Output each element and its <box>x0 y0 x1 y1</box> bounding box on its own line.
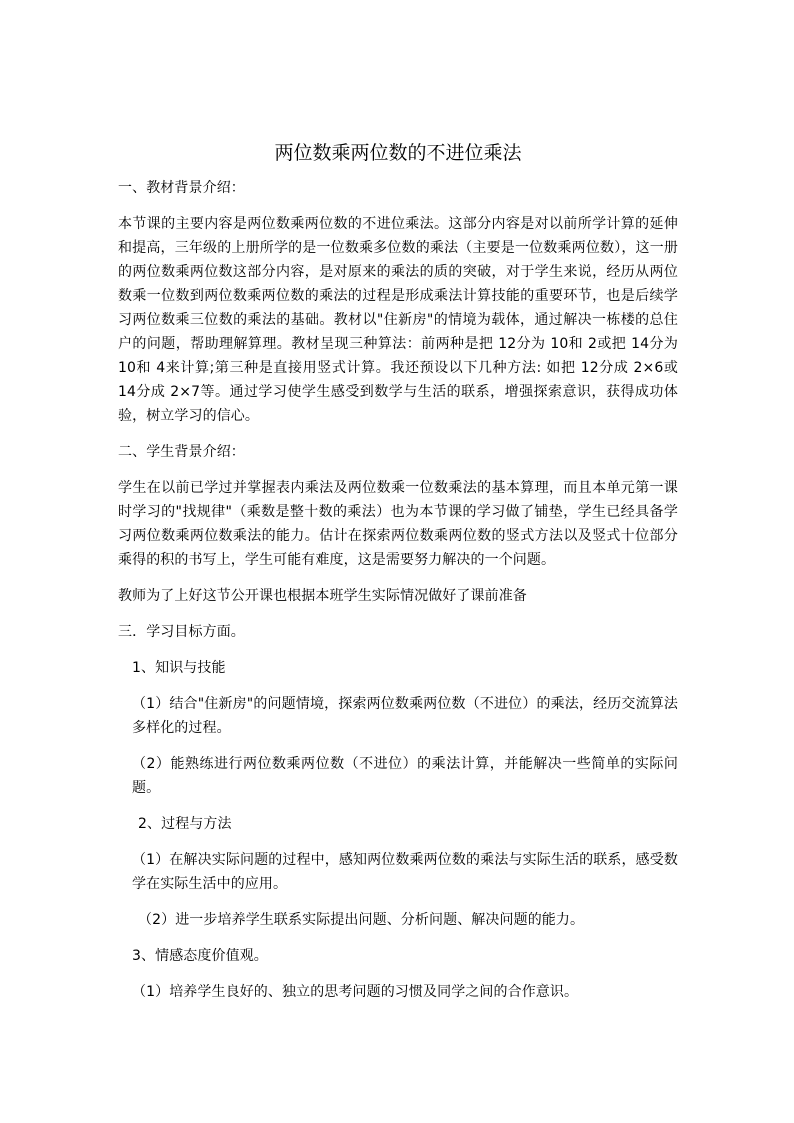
paragraph-textbook-background: 本节课的主要内容是两位数乘两位数的不进位乘法。这部分内容是对以前所学计算的延伸和提高，三年级的上册所学的是一位数乘多位数的乘法（主要是一位数乘两位数），这一册的两位数乘两位数这部分内容，是对原来的乘法的质的突破，对于学生来说，经历从两位数乘一位数到两位数乘两位数的乘法的过程是形成乘法计算技能的重要环节，也是后续学习两位数乘三位数的乘法的基础。教材以"住新房"的情境为载体，通过解决一栋楼的总住户的问题，帮助理解算理。教材呈现三种算法：前两种是把 12分为 10和 2或把 14分为 10和 4来计算;第三种是直接用竖式计算。我还预设以下几种方法: 如把 12分成 2×6或 14分成 2×7等。通过学习使学生感受到数学与生活的联系，增强探索意识，获得成功体验，树立学习的信心。 <box>118 216 678 424</box>
subheading-knowledge-skills: 1、知识与技能 <box>132 660 226 676</box>
section-heading-textbook-background: 一、教材背景介绍： <box>118 180 245 196</box>
paragraph-student-background: 学生在以前已学过并掌握表内乘法及两位数乘一位数乘法的基本算理，而且本单元第一课时学习的"找规律"（乘数是整十数的乘法）也为本节课的学习做了铺垫，学生已经具备学习两位数乘两位数乘法的能力。估计在探索两位数乘两位数的竖式方法以及竖式十位部分乘得的积的书写上，学生可能有难度，这是需要努力解决的一个问题。 <box>118 480 678 568</box>
objective-item-2-1: （1）在解决实际问题的过程中，感知两位数乘两位数的乘法与实际生活的联系，感受数学在实际生活中的应用。 <box>132 852 678 892</box>
section-heading-student-background: 二、学生背景介绍： <box>118 444 245 460</box>
objective-item-3-1: （1）培养学生良好的、独立的思考问题的习惯及同学之间的合作意识。 <box>132 984 579 1000</box>
document-title: 两位数乘两位数的不进位乘法 <box>274 142 522 164</box>
objective-item-1-1: （1）结合"住新房"的问题情境，探索两位数乘两位数（不进位）的乘法，经历交流算法多样化的过程。 <box>132 696 678 736</box>
section-heading-learning-objectives: 三．学习目标方面。 <box>118 624 245 640</box>
subheading-attitude-values: 3、情感态度价值观。 <box>132 948 268 964</box>
paragraph-teacher-preparation: 教师为了上好这节公开课也根据本班学生实际情况做好了课前准备 <box>118 588 527 604</box>
document-page <box>118 140 678 1016</box>
objective-item-1-2: （2）能熟练进行两位数乘两位数（不进位）的乘法计算，并能解决一些简单的实际问题。 <box>132 756 678 796</box>
objective-item-2-2: （2）进一步培养学生联系实际提出问题、分析问题、解决问题的能力。 <box>138 912 585 928</box>
subheading-process-methods: 2、过程与方法 <box>138 816 232 832</box>
